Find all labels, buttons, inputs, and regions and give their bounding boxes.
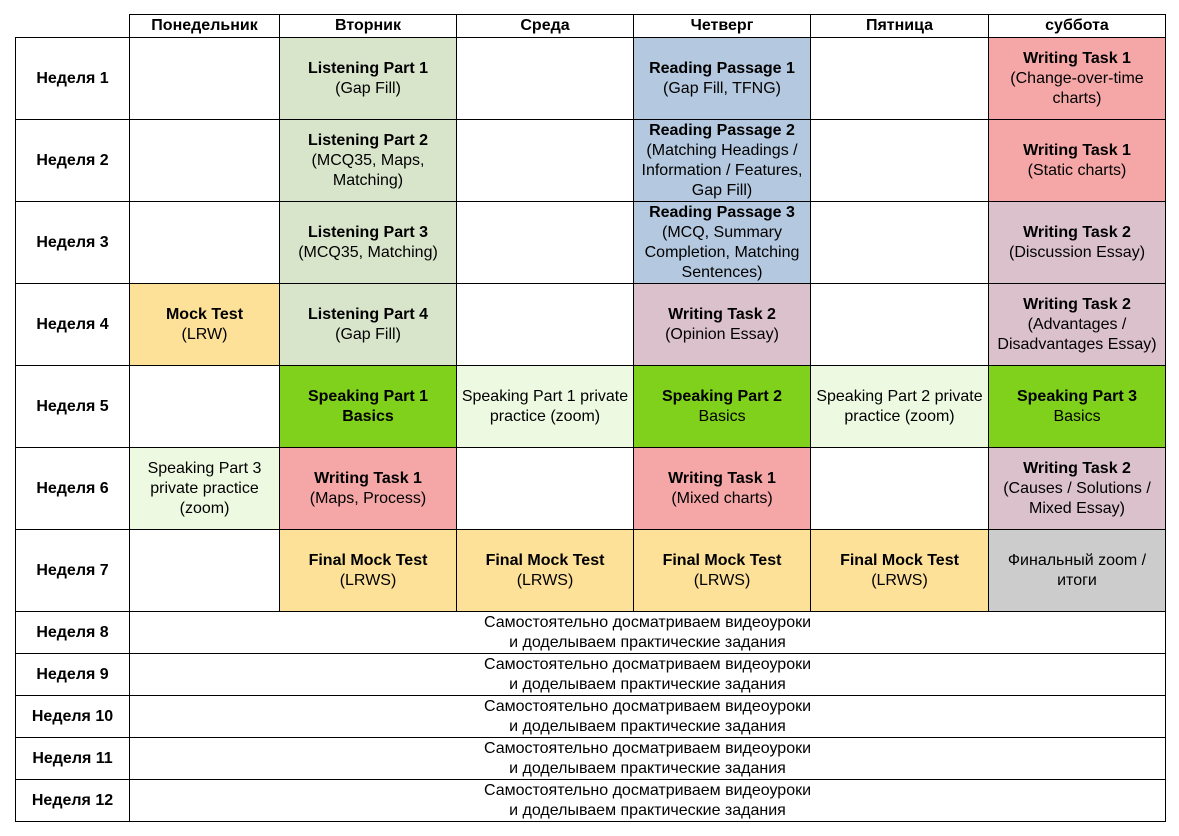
schedule-cell <box>130 202 280 284</box>
cell-title: Listening Part 4 <box>307 305 429 323</box>
cell-title: Final Mock Test <box>485 551 605 569</box>
cell-detail: (LRW) <box>181 325 228 343</box>
cell-detail: Speaking Part 3 private practice (zoom) <box>147 459 262 517</box>
schedule-cell <box>811 530 989 612</box>
week-label: Неделя 2 <box>16 120 130 202</box>
cell-title: Listening Part 2 <box>307 131 429 149</box>
schedule-cell <box>811 202 989 284</box>
day-header-tuesday: Вторник <box>280 15 457 38</box>
self-study-line1: Самостоятельно досматриваем видеоуроки <box>483 781 812 799</box>
cell-detail: (Change-over-time charts) <box>1010 69 1144 107</box>
schedule-cell <box>457 120 634 202</box>
cell-title: Final Mock Test <box>662 551 782 569</box>
cell-detail: (Static charts) <box>1027 161 1127 179</box>
cell-detail: Basics <box>1053 407 1101 425</box>
schedule-cell <box>457 202 634 284</box>
schedule-cell <box>457 530 634 612</box>
schedule-cell <box>634 530 811 612</box>
cell-title: Writing Task 1 <box>1023 141 1131 159</box>
week-row <box>16 38 1166 120</box>
self-study-row <box>16 696 1166 738</box>
week-row <box>16 120 1166 202</box>
self-study-cell <box>130 612 1166 654</box>
cell-title: Speaking Part 2 <box>661 387 783 405</box>
cell-detail: (Maps, Process) <box>309 489 427 507</box>
week-label: Неделя 3 <box>16 202 130 284</box>
week-label: Неделя 4 <box>16 284 130 366</box>
cell-detail: (Matching Headings / Information / Features, Gap Fill) <box>641 141 803 199</box>
schedule-cell <box>457 366 634 448</box>
week-label: Неделя 12 <box>16 780 130 822</box>
schedule-cell <box>130 448 280 530</box>
schedule-cell <box>457 448 634 530</box>
cell-detail: Speaking Part 2 private practice (zoom) <box>816 387 983 425</box>
self-study-line2: и доделываем практические задания <box>509 717 786 735</box>
week-label: Неделя 1 <box>16 38 130 120</box>
cell-title: Writing Task 2 <box>668 305 776 323</box>
corner-cell <box>16 15 130 38</box>
cell-detail: (Advantages / Disadvantages Essay) <box>997 315 1157 353</box>
schedule-cell <box>811 284 989 366</box>
self-study-row <box>16 780 1166 822</box>
schedule-cell <box>280 448 457 530</box>
cell-detail: Speaking Part 1 private practice (zoom) <box>461 387 629 425</box>
cell-detail: (MCQ35, Matching) <box>298 243 438 261</box>
cell-detail: Финальный zoom / итоги <box>1007 551 1147 589</box>
schedule-cell <box>280 202 457 284</box>
self-study-cell <box>130 654 1166 696</box>
cell-detail: (MCQ35, Maps, Matching) <box>311 151 425 189</box>
cell-title: Writing Task 2 <box>1023 223 1131 241</box>
schedule-cell <box>811 448 989 530</box>
week-row <box>16 530 1166 612</box>
week-label: Неделя 5 <box>16 366 130 448</box>
cell-detail: (MCQ, Summary Completion, Matching Sentences) <box>644 223 800 281</box>
cell-detail: (Opinion Essay) <box>665 325 779 343</box>
schedule-cell <box>280 530 457 612</box>
schedule-cell <box>130 530 280 612</box>
week-row <box>16 448 1166 530</box>
cell-title: Listening Part 3 <box>307 223 429 241</box>
schedule-cell <box>130 120 280 202</box>
cell-title: Writing Task 2 <box>1023 295 1131 313</box>
schedule-cell <box>457 38 634 120</box>
self-study-row <box>16 738 1166 780</box>
schedule-cell <box>130 38 280 120</box>
self-study-row <box>16 654 1166 696</box>
week-row <box>16 202 1166 284</box>
schedule-cell <box>811 38 989 120</box>
cell-detail: (Gap Fill) <box>335 325 401 343</box>
week-label: Неделя 8 <box>16 612 130 654</box>
week-row <box>16 366 1166 448</box>
schedule-cell <box>457 284 634 366</box>
schedule-cell <box>811 120 989 202</box>
schedule-cell <box>280 284 457 366</box>
day-header-thursday: Четверг <box>634 15 811 38</box>
self-study-line2: и доделываем практические задания <box>509 675 786 693</box>
cell-title: Speaking Part 1 Basics <box>307 387 429 425</box>
self-study-line2: и доделываем практические задания <box>509 801 786 819</box>
schedule-cell <box>811 366 989 448</box>
cell-detail: (LRWS) <box>339 571 397 589</box>
schedule-cell <box>989 202 1166 284</box>
self-study-line1: Самостоятельно досматриваем видеоуроки <box>483 697 812 715</box>
schedule-cell <box>989 448 1166 530</box>
week-row <box>16 284 1166 366</box>
self-study-row <box>16 612 1166 654</box>
cell-title: Writing Task 1 <box>668 469 776 487</box>
schedule-cell <box>989 38 1166 120</box>
header-row <box>16 15 1166 38</box>
cell-title: Writing Task 1 <box>314 469 422 487</box>
day-header-monday: Понедельник <box>130 15 280 38</box>
cell-detail: (Causes / Solutions / Mixed Essay) <box>1003 479 1151 517</box>
self-study-cell <box>130 696 1166 738</box>
self-study-line2: и доделываем практические задания <box>509 759 786 777</box>
schedule-cell <box>634 284 811 366</box>
self-study-line1: Самостоятельно досматриваем видеоуроки <box>483 655 812 673</box>
schedule-cell <box>634 202 811 284</box>
cell-title: Mock Test <box>165 305 244 323</box>
cell-title: Final Mock Test <box>840 551 959 569</box>
self-study-line1: Самостоятельно досматриваем видеоуроки <box>483 613 812 631</box>
cell-detail: (LRWS) <box>516 571 574 589</box>
cell-title: Writing Task 1 <box>1023 49 1131 67</box>
day-header-saturday: суббота <box>989 15 1166 38</box>
schedule-cell <box>634 38 811 120</box>
schedule-table <box>15 14 1166 822</box>
self-study-line2: и доделываем практические задания <box>509 633 786 651</box>
schedule-cell <box>130 366 280 448</box>
cell-title: Speaking Part 3 <box>1016 387 1138 405</box>
schedule-cell <box>989 284 1166 366</box>
cell-detail: (Discussion Essay) <box>1008 243 1146 261</box>
cell-detail: Basics <box>698 407 746 425</box>
schedule-cell <box>130 284 280 366</box>
week-label: Неделя 6 <box>16 448 130 530</box>
cell-detail: (Gap Fill, TFNG) <box>663 79 781 97</box>
schedule-cell <box>634 366 811 448</box>
cell-detail: (LRWS) <box>693 571 751 589</box>
cell-detail: (Mixed charts) <box>671 489 773 507</box>
schedule-cell <box>989 120 1166 202</box>
cell-title: Reading Passage 1 <box>649 59 795 77</box>
cell-title: Reading Passage 2 <box>649 121 795 139</box>
schedule-cell <box>989 366 1166 448</box>
cell-detail: (Gap Fill) <box>335 79 401 97</box>
cell-detail: (LRWS) <box>871 571 928 589</box>
week-label: Неделя 7 <box>16 530 130 612</box>
schedule-cell <box>280 120 457 202</box>
week-label: Неделя 10 <box>16 696 130 738</box>
week-label: Неделя 11 <box>16 738 130 780</box>
day-header-wednesday: Среда <box>457 15 634 38</box>
schedule-cell <box>989 530 1166 612</box>
day-header-friday: Пятница <box>811 15 989 38</box>
schedule-cell <box>280 38 457 120</box>
schedule-cell <box>280 366 457 448</box>
week-label: Неделя 9 <box>16 654 130 696</box>
schedule-cell <box>634 448 811 530</box>
cell-title: Reading Passage 3 <box>649 203 795 221</box>
self-study-line1: Самостоятельно досматриваем видеоуроки <box>483 739 812 757</box>
cell-title: Writing Task 2 <box>1023 459 1131 477</box>
cell-title: Final Mock Test <box>308 551 428 569</box>
self-study-cell <box>130 738 1166 780</box>
self-study-cell <box>130 780 1166 822</box>
cell-title: Listening Part 1 <box>307 59 429 77</box>
schedule-cell <box>634 120 811 202</box>
